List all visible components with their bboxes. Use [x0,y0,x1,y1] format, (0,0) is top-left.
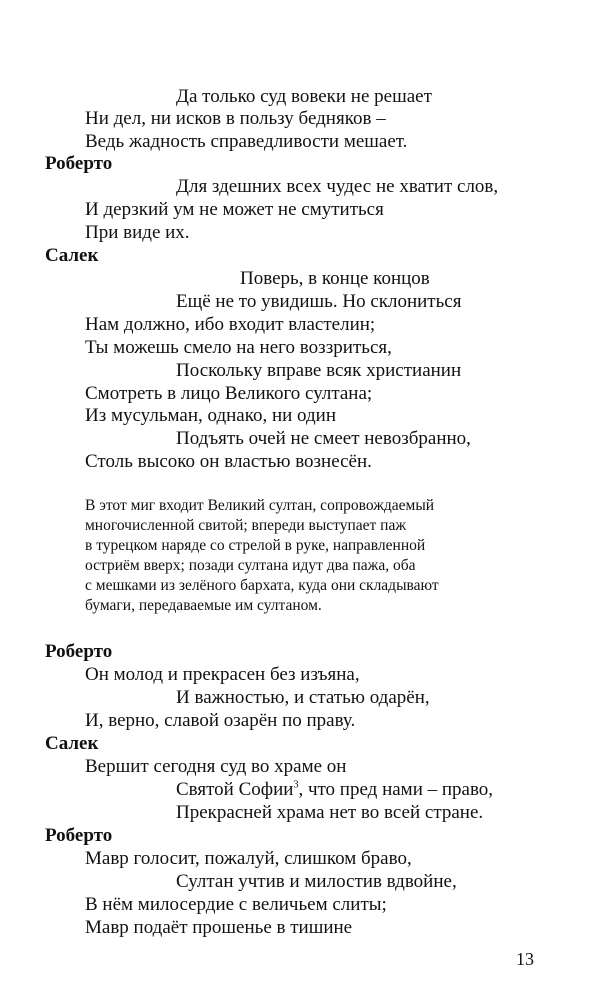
verse-line: Подъять очей не смеет невозбранно, [176,428,471,449]
verse-line: Поверь, в конце концов [240,268,430,289]
verse-line: Для здешних всех чудес не хватит слов, [176,176,499,197]
verse-line [176,779,493,801]
verse-line: Мавр подаёт прошенье в тишине [85,917,353,938]
verse-line: При виде их. [85,222,190,243]
verse-line: И, верно, славой озарён по праву. [85,710,356,731]
verse-line: Вершит сегодня суд во храме он [85,756,347,777]
stage-direction-line: в турецком наряде со стрелой в руке, направленной [85,537,426,554]
verse-line: Ты можешь смело на него воззриться, [85,337,392,358]
stage-direction-line: с мешками из зелёного бархата, куда они складывают [85,577,439,594]
verse-line: Прекрасней храма нет во всей стране. [176,802,484,823]
verse-line: Поскольку вправе всяк христианин [176,360,462,381]
verse-line: Из мусульман, однако, ни один [85,405,337,426]
footnote-ref[interactable]: 3 [293,779,299,791]
verse-line: Мавр голосит, пожалуй, слишком браво, [85,848,412,869]
verse-line: Он молод и прекрасен без изъяна, [85,664,360,685]
verse-text-tail: , что пред нами – право, [298,779,494,800]
verse-line: Султан учтив и милостив вдвойне, [176,871,457,892]
stage-direction-line: бумаги, передаваемые им султаном. [85,597,322,614]
verse-line: Ещё не то увидишь. Но склониться [176,291,462,312]
stage-direction-line: В этот миг входит Великий султан, сопровождаемый [85,497,435,514]
speaker-name: Роберто [45,153,113,174]
speaker-name: Салек [45,733,99,754]
stage-direction-line: остриём вверх; позади султана идут два пажа, оба [85,557,416,574]
speaker-name: Салек [45,245,99,266]
verse-line: И важностью, и статью одарён, [176,687,430,708]
speaker-name: Роберто [45,825,113,846]
verse-line: Смотреть в лицо Великого султана; [85,383,373,404]
page-number: 13 [516,949,534,969]
verse-line: И дерзкий ум не может не смутиться [85,199,384,220]
speaker-name: Роберто [45,641,113,662]
verse-line: В нём милосердие с величьем слиты; [85,894,387,915]
verse-line: Ни дел, ни исков в пользу бедняков – [85,108,386,129]
verse-text: Святой Софии [176,779,294,800]
verse-line: Столь высоко он властью вознесён. [85,451,372,472]
verse-line: Нам должно, ибо входит властелин; [85,314,376,335]
stage-direction-line: многочисленной свитой; впереди выступает паж [85,517,407,534]
verse-line: Ведь жадность справедливости мешает. [85,131,408,152]
verse-line: Да только суд вовеки не решает [176,86,432,107]
